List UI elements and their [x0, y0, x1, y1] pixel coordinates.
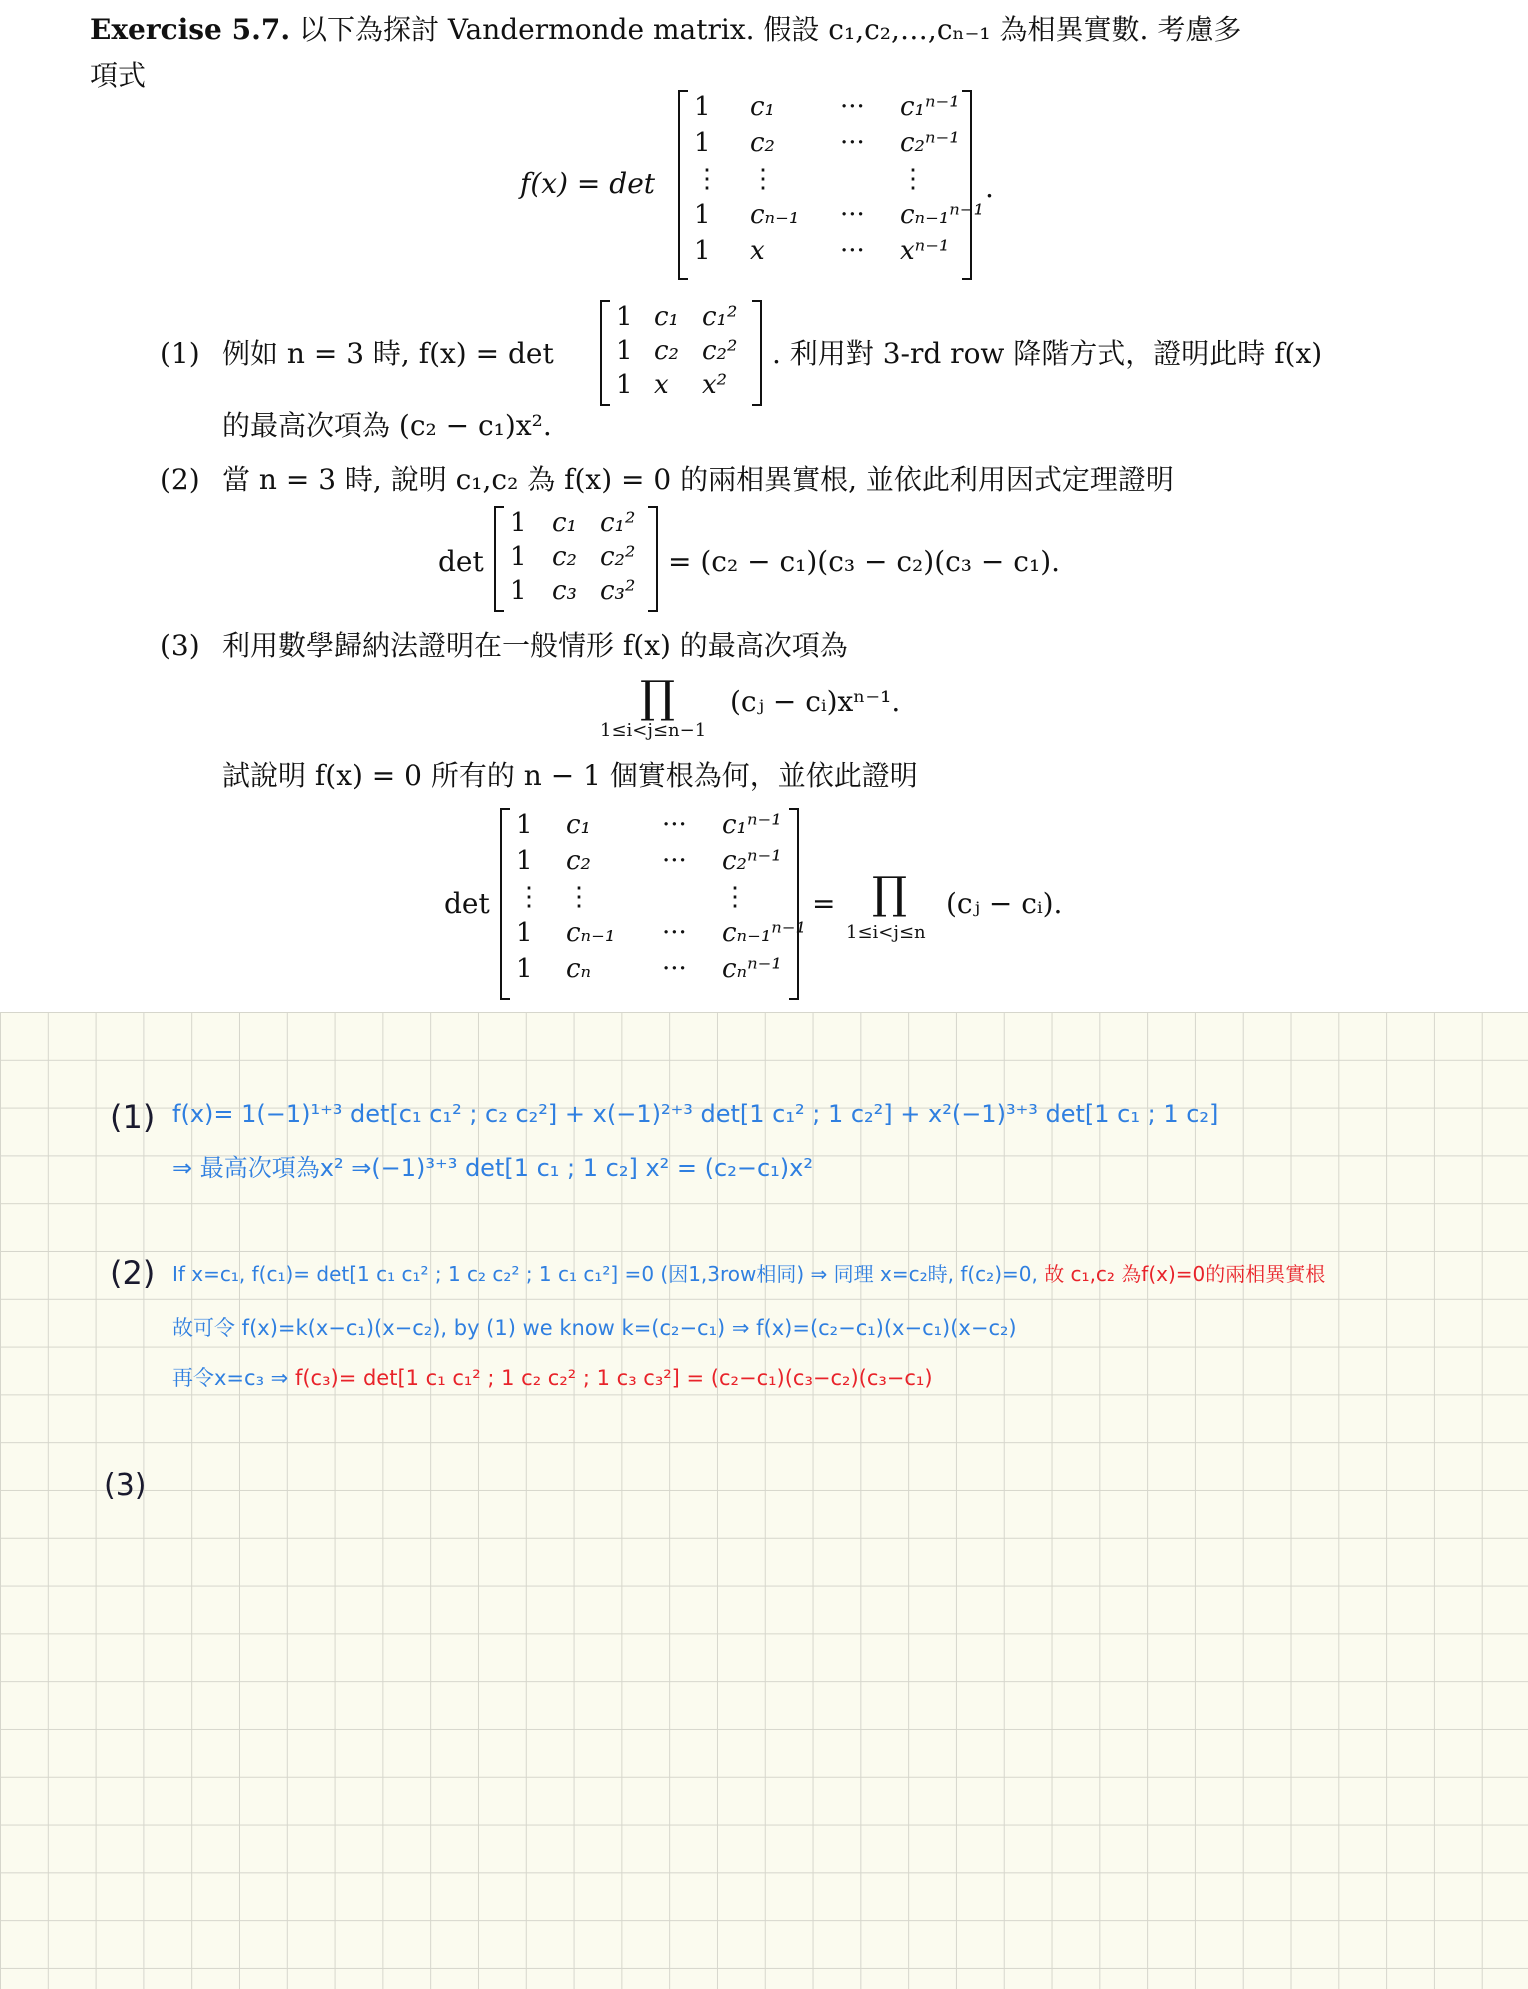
matrix-cell: 1	[694, 200, 711, 230]
matrix-cell: c₂ⁿ⁻¹	[900, 128, 960, 158]
note2-line3-blue: 再令x=c₃ ⇒	[172, 1366, 289, 1390]
matrix-cell: ⋮	[566, 882, 592, 912]
part3-product-body: (cⱼ − cᵢ)xⁿ⁻¹.	[730, 685, 901, 718]
part3-equals: =	[812, 887, 836, 920]
matrix-cell: ···	[840, 236, 865, 266]
matrix-cell: 1	[694, 236, 711, 266]
matrix-cell: cₙ₋₁ⁿ⁻¹	[722, 918, 806, 948]
matrix-cell: c₁²	[600, 508, 636, 538]
matrix-cell: x	[654, 370, 669, 400]
part1-text-c: 的最高次項為 (c₂ − c₁)x².	[222, 409, 552, 442]
part1-text-a: 例如 n = 3 時, f(x) = det	[222, 337, 554, 370]
matrix-cell: ···	[840, 200, 865, 230]
exercise-intro-text: 以下為探討 Vandermonde matrix. 假設 c₁,c₂,…,cₙ₋₁ 為相異實數. 考慮多	[298, 13, 1242, 46]
matrix-cell: x²	[702, 370, 728, 400]
matrix-cell: ···	[662, 810, 687, 840]
matrix-cell: cₙⁿ⁻¹	[722, 954, 782, 984]
matrix-cell: c₁	[552, 508, 577, 538]
f-definition-label: f(x) = det	[520, 167, 656, 200]
matrix-cell: xⁿ⁻¹	[900, 236, 950, 266]
main-matrix-period: .	[985, 171, 994, 204]
matrix-cell: c₂ⁿ⁻¹	[722, 846, 782, 876]
matrix-cell: 1	[510, 542, 527, 572]
part3-det: det	[444, 887, 490, 920]
matrix-cell: cₙ₋₁	[566, 918, 616, 948]
matrix-cell: 1	[516, 846, 533, 876]
main-matrix	[678, 90, 984, 280]
matrix-cell: c₁²	[702, 302, 738, 332]
part3-text2: 試說明 f(x) = 0 所有的 n − 1 個實根為何，並依此證明	[222, 759, 918, 792]
note3-label: (3)	[104, 1468, 147, 1503]
matrix-cell: 1	[510, 508, 527, 538]
matrix-cell: ···	[840, 128, 865, 158]
matrix-cell: 1	[510, 576, 527, 606]
matrix-cell: c₂	[552, 542, 577, 572]
matrix-cell: 1	[516, 810, 533, 840]
notes-grid-paper	[0, 1012, 1528, 1989]
matrix-cell: 1	[616, 302, 633, 332]
note2-line3	[172, 1362, 933, 1392]
matrix-cell: c₁	[750, 92, 775, 122]
matrix-cell: cₙ₋₁	[750, 200, 800, 230]
matrix-cell: cₙ₋₁ⁿ⁻¹	[900, 200, 984, 230]
part2-det: det	[438, 545, 484, 578]
note2-line1-blue: If x=c₁, f(c₁)= det[1 c₁ c₁² ; 1 c₂ c₂² ; 1 c₁ c₁²] =0 (因1,3row相同) ⇒ 同理 x=c₂時, f(c₂)=0,	[172, 1262, 1038, 1286]
matrix-cell: 1	[516, 918, 533, 948]
part3-rhs-product-symbol: ∏	[872, 868, 908, 919]
part1-label: (1)	[160, 337, 200, 370]
matrix-cell: c₂²	[702, 336, 738, 366]
note2-line1-red: 故 c₁,c₂ 為f(x)=0的兩相異實根	[1044, 1262, 1326, 1286]
matrix-cell: 1	[694, 92, 711, 122]
matrix-cell: c₂	[566, 846, 591, 876]
part1-matrix	[600, 300, 762, 406]
matrix-cell: ⋮	[694, 164, 720, 194]
matrix-cell: c₃²	[600, 576, 636, 606]
part2-label: (2)	[160, 463, 200, 496]
exercise-intro	[90, 12, 1241, 48]
part3-rhs-body: (cⱼ − cᵢ).	[946, 887, 1063, 920]
note2-label: (2)	[110, 1254, 156, 1292]
note1-line2: ⇒ 最高次項為x² ⇒(−1)³⁺³ det[1 c₁ ; 1 c₂] x² = (c₂−c₁)x²	[172, 1154, 813, 1182]
part3-matrix	[500, 808, 806, 1000]
matrix-cell: ⋮	[900, 164, 926, 194]
matrix-cell: ···	[662, 918, 687, 948]
matrix-cell: ···	[840, 92, 865, 122]
exercise-heading: Exercise 5.7.	[90, 13, 291, 46]
matrix-cell: c₁	[654, 302, 679, 332]
part1-text-b: . 利用對 3-rd row 降階方式，證明此時 f(x)	[772, 337, 1323, 370]
matrix-cell: c₁	[566, 810, 591, 840]
part3-text: 利用數學歸納法證明在一般情形 f(x) 的最高次項為	[222, 629, 848, 662]
matrix-cell: c₂	[654, 336, 679, 366]
part2-text: 當 n = 3 時, 說明 c₁,c₂ 為 f(x) = 0 的兩相異實根, 並依此利用因式定理證明	[222, 463, 1174, 496]
matrix-cell: ⋮	[516, 882, 542, 912]
exercise-intro-cont: 項式	[90, 59, 147, 92]
part3-rhs-index: 1≤i<j≤n	[846, 922, 926, 943]
note1-line1: f(x)= 1(−1)¹⁺³ det[c₁ c₁² ; c₂ c₂²] + x(−1)²⁺³ det[1 c₁² ; 1 c₂²] + x²(−1)³⁺³ det[1 c₁ ; 1 c₂]	[172, 1100, 1219, 1128]
matrix-cell: 1	[516, 954, 533, 984]
matrix-cell: c₂	[750, 128, 775, 158]
matrix-cell: 1	[616, 370, 633, 400]
part3-product-index: 1≤i<j≤n−1	[600, 720, 707, 741]
part2-matrix	[494, 506, 658, 612]
matrix-cell: cₙ	[566, 954, 592, 984]
note2-line1	[172, 1258, 1325, 1287]
matrix-cell: ···	[662, 954, 687, 984]
matrix-cell: c₁ⁿ⁻¹	[900, 92, 960, 122]
part3-label: (3)	[160, 629, 200, 662]
matrix-cell: 1	[694, 128, 711, 158]
matrix-cell: ⋮	[722, 882, 748, 912]
matrix-cell: c₂²	[600, 542, 636, 572]
matrix-cell: c₃	[552, 576, 577, 606]
matrix-cell: ···	[662, 846, 687, 876]
part2-result: = (c₂ − c₁)(c₃ − c₂)(c₃ − c₁).	[668, 545, 1061, 578]
note2-line3-red: f(c₃)= det[1 c₁ c₁² ; 1 c₂ c₂² ; 1 c₃ c₃²] = (c₂−c₁)(c₃−c₂)(c₃−c₁)	[294, 1366, 933, 1390]
matrix-cell: x	[750, 236, 765, 266]
note1-label: (1)	[110, 1098, 156, 1136]
matrix-cell: ⋮	[750, 164, 776, 194]
matrix-cell: c₁ⁿ⁻¹	[722, 810, 782, 840]
note2-line2: 故可令 f(x)=k(x−c₁)(x−c₂), by (1) we know k=(c₂−c₁) ⇒ f(x)=(c₂−c₁)(x−c₁)(x−c₂)	[172, 1316, 1017, 1340]
matrix-cell: 1	[616, 336, 633, 366]
part3-product-symbol: ∏	[640, 672, 676, 723]
